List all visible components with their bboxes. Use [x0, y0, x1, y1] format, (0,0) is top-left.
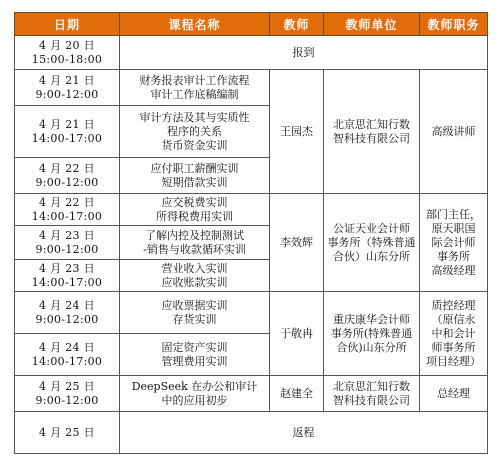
teacher-cell: 赵建全 [270, 376, 324, 412]
course-cell: 应付职工薪酬实训 短期借款实训 [120, 158, 270, 194]
date-cell: 4 月 20 日 15:00-18:00 [15, 36, 120, 70]
unit-cell: 北京思汇知行数 智科技有限公司 [324, 70, 420, 194]
schedule-table [14, 12, 488, 454]
return-cell: 返程 [120, 412, 488, 454]
unit-cell: 公证天业会计师 事务所（特殊普通 合伙）山东分所 [324, 194, 420, 292]
course-cell: 营业收入实训 应收账款实训 [120, 260, 270, 292]
course-cell: 应交税费实训 所得税费用实训 [120, 194, 270, 226]
date-cell: 4 月 23 日 14:00-17:00 [15, 260, 120, 292]
date-cell: 4 月 21 日 9:00-12:00 [15, 70, 120, 106]
arrival-cell: 报到 [120, 36, 488, 70]
course-cell: 了解内控及控制测试 -销售与收款循环实训 [120, 226, 270, 260]
title-cell: 质控经理 （原信永 中和会计 师事务所 项目经理） [420, 292, 488, 376]
teacher-cell: 王园杰 [270, 70, 324, 194]
header-course: 课程名称 [120, 13, 270, 36]
date-cell: 4 月 24 日 9:00-12:00 [15, 292, 120, 334]
date-cell: 4 月 22 日 14:00-17:00 [15, 194, 120, 226]
header-unit: 教师单位 [324, 13, 420, 36]
date-cell: 4 月 25 日 [15, 412, 120, 454]
course-cell: 财务报表审计工作流程 审计工作底稿编制 [120, 70, 270, 106]
title-cell: 高级讲师 [420, 70, 488, 194]
date-cell: 4 月 23 日 9:00-12:00 [15, 226, 120, 260]
header-title: 教师职务 [420, 13, 488, 36]
header-date: 日期 [15, 13, 120, 36]
title-cell: 总经理 [420, 376, 488, 412]
teacher-cell: 于敬冉 [270, 292, 324, 376]
unit-cell: 北京思汇知行数 智科技有限公司 [324, 376, 420, 412]
table-row [15, 292, 488, 334]
header-row [15, 13, 488, 36]
date-cell: 4 月 25 日 9:00-12:00 [15, 376, 120, 412]
date-cell: 4 月 21 日 14:00-17:00 [15, 106, 120, 158]
table-row [15, 36, 488, 70]
title-cell: 部门主任， 原天职国 际会计师 事务所 高级经理 [420, 194, 488, 292]
teacher-cell: 李效辉 [270, 194, 324, 292]
date-cell: 4 月 24 日 14:00-17:00 [15, 334, 120, 376]
course-cell: 审计方法及其与实质性 程序的关系 货币资金实训 [120, 106, 270, 158]
header-teacher: 教师 [270, 13, 324, 36]
course-cell: 应收票据实训 存货实训 [120, 292, 270, 334]
table-row [15, 70, 488, 106]
table-row [15, 376, 488, 412]
course-cell: 固定资产实训 管理费用实训 [120, 334, 270, 376]
table-row [15, 194, 488, 226]
course-cell: DeepSeek 在办公和审计 中的应用初步 [120, 376, 270, 412]
table-row [15, 412, 488, 454]
date-cell: 4 月 22 日 9:00-12:00 [15, 158, 120, 194]
unit-cell: 重庆康华会计师 事务所(特殊普通 合伙)山东分所 [324, 292, 420, 376]
